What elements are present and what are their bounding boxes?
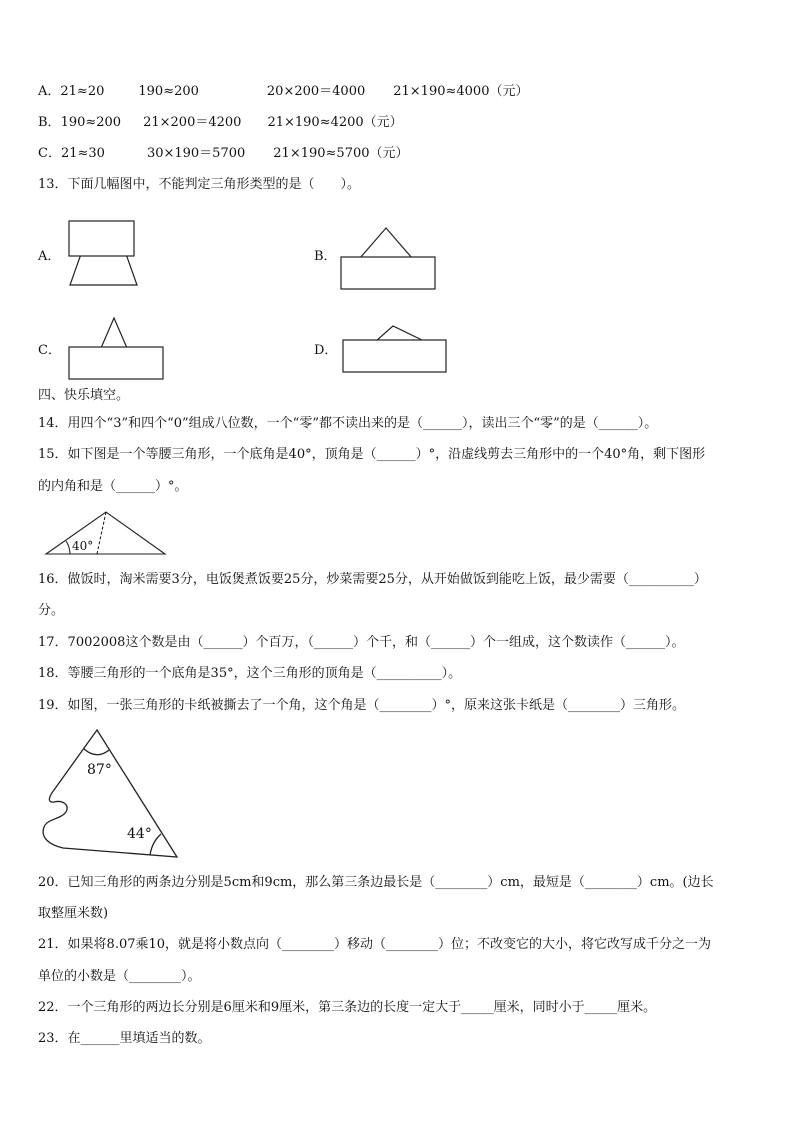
q13-stem: 13．下面几幅图中，不能判定三角形类型的是（ ）。 (38, 177, 361, 192)
option-a-part3: 20×200＝4000 (266, 84, 366, 99)
q22-text: 22．一个三角形的两边长分别是6厘米和9厘米，第三条边的长度一定大于_____厘米，同时小于_____厘米。 (38, 1000, 657, 1015)
section-four-heading: 四、快乐填空。 (38, 388, 130, 403)
option-c-label: C． (38, 146, 61, 161)
q15-triangle (46, 512, 165, 554)
q16-line1: 16．做饭时，淘米需要3分，电饭煲煮饭要25分，炒菜需要25分，从开始做饭到能吃上饭，最少需要（__________） (38, 572, 707, 587)
option-b-part1: 190≈200 (60, 115, 122, 130)
q19-angle-bottom-label: 44° (127, 826, 152, 842)
q15-line2: 的内角和是（______）°。 (38, 479, 188, 494)
q20-line1: 20．已知三角形的两条边分别是5cm和9cm，那么第三条边最长是（________）cm，最短是（________）cm。(边长 (38, 875, 714, 890)
q13-option-c: C． (38, 343, 61, 358)
q15-dashed-cut-line (97, 512, 106, 554)
option-a-part4: 21×190≈4000（元） (393, 84, 529, 99)
q18-text: 18．等腰三角形的一个底角是35°，这个三角形的顶角是（__________）。 (38, 666, 462, 681)
option-a-part2: 190≈200 (138, 84, 199, 99)
option-a-label: A． (38, 84, 61, 99)
option-b-label: B． (38, 115, 61, 130)
option-a-part1: 21≈20 (60, 84, 105, 99)
q13-figure-d (343, 326, 446, 372)
q19-figure (43, 730, 177, 857)
q13-option-a: A． (38, 249, 61, 264)
q17-text: 17．7002008这个数是由（______）个百万，（______）个千，和（______）个一组成，这个数读作（______）。 (38, 635, 685, 650)
q13-c-triangle-apex (101, 318, 127, 348)
q19-angle-top-label: 87° (87, 762, 112, 778)
q15-angle-label: 40° (72, 539, 94, 553)
q20-line2: 取整厘米数) (38, 906, 109, 921)
q13-d-rectangle (343, 340, 446, 372)
q14-text: 14．用四个“3”和四个“0”组成八位数，一个“零”都不读出来的是（______），读出三个“零”的是（______）。 (38, 416, 658, 431)
q21-line1: 21．如果将8.07乘10，就是将小数点向（________）移动（________）位；不改变它的大小，将它改写成千分之一为 (38, 937, 712, 952)
q13-a-rectangle (69, 221, 134, 256)
option-b-part2: 21×200＝4200 (143, 115, 242, 130)
option-b-part3: 21×190≈4200（元） (267, 115, 403, 130)
q13-figure-c (69, 318, 163, 379)
option-c-part1: 21≈30 (60, 146, 105, 161)
q15-figure (46, 512, 165, 554)
q13-b-rectangle (341, 257, 435, 289)
q13-option-b: B． (314, 249, 337, 264)
q23-text: 23．在______里填适当的数。 (38, 1031, 211, 1046)
option-c-part2: 30×190＝5700 (146, 146, 246, 161)
q13-d-triangle-apex (376, 326, 424, 341)
q13-option-d: D． (314, 343, 338, 358)
q13-figure-b (341, 228, 435, 289)
q16-line2: 分。 (38, 603, 65, 618)
q13-c-rectangle (69, 347, 163, 379)
q19-top-angle-arc (84, 749, 109, 755)
q13-b-triangle-apex (360, 228, 412, 258)
option-c-part3: 21×190≈5700（元） (273, 146, 409, 161)
q19-text: 19．如图，一张三角形的卡纸被撕去了一个角，这个角是（________）°，原来这张卡纸是（________）三角形。 (38, 698, 686, 713)
q13-a-triangle (70, 254, 137, 285)
q21-line2: 单位的小数是（________）。 (38, 969, 201, 984)
q13-figure-a (69, 221, 137, 285)
q15-angle-arc (66, 541, 70, 554)
q15-line1: 15．如下图是一个等腰三角形，一个底角是40°，顶角是（______）°，沿虚线剪去三角形中的一个40°角，剩下图形 (38, 447, 706, 462)
